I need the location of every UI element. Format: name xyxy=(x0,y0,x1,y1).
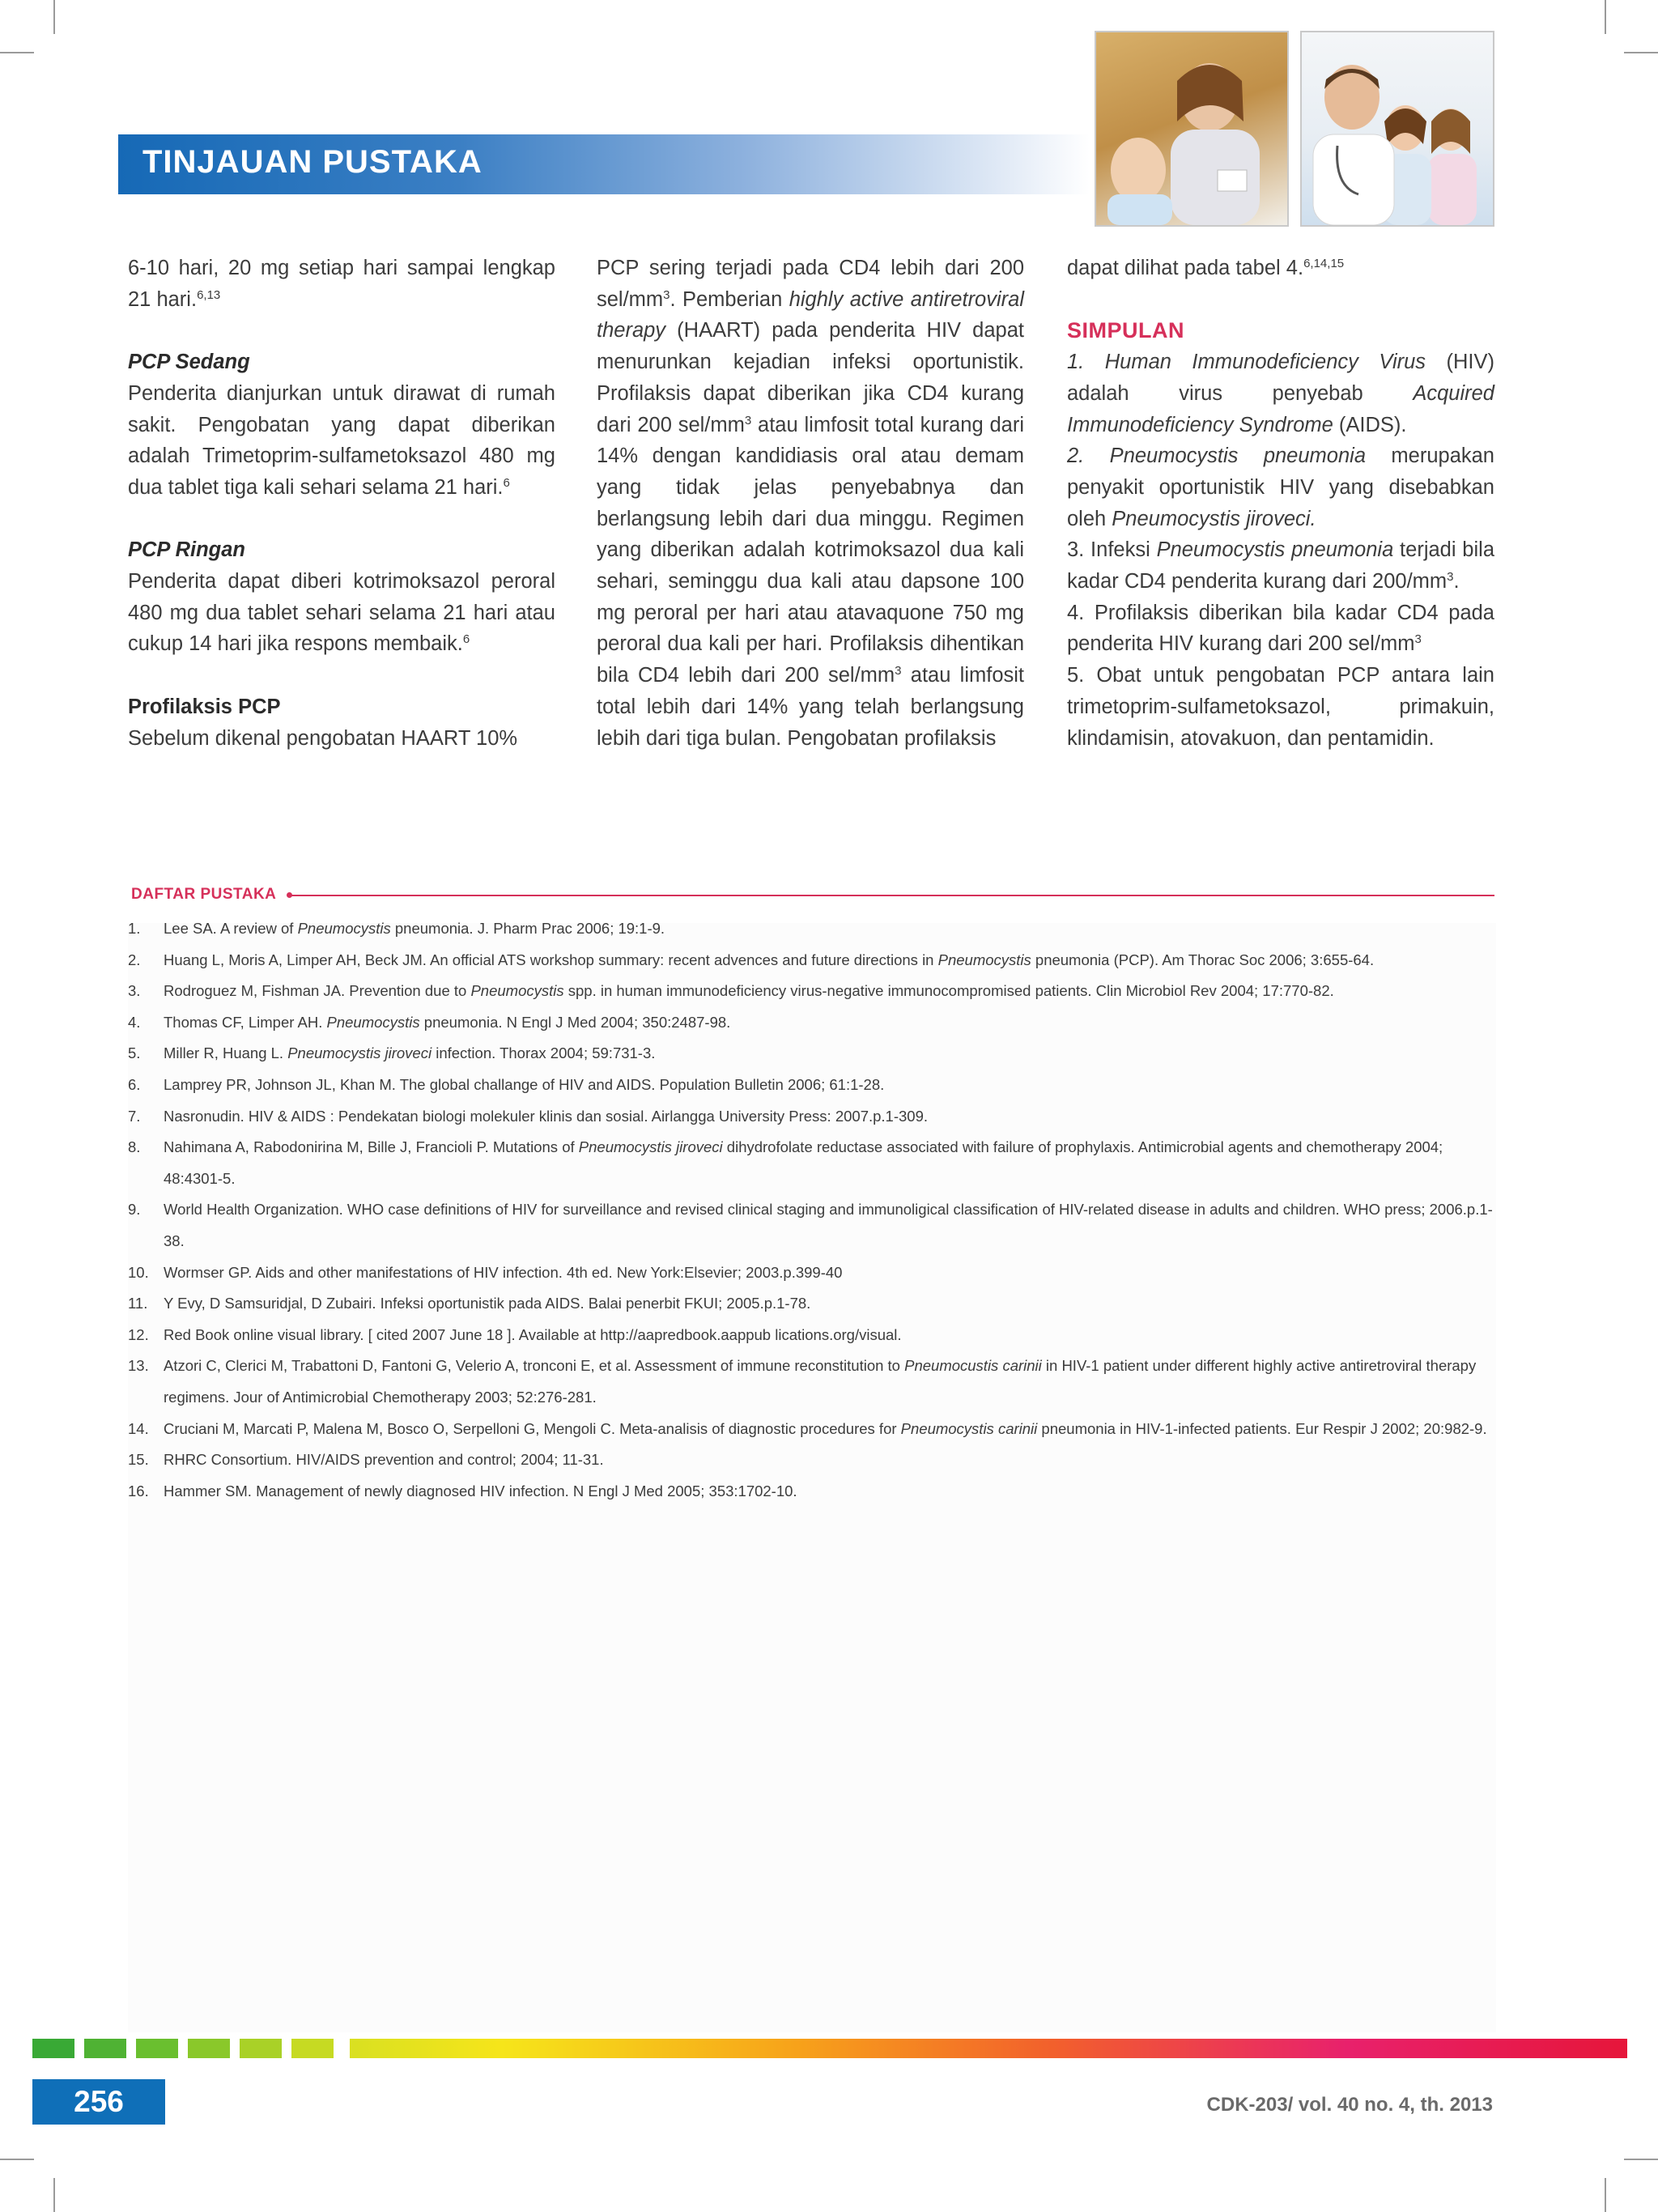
paragraph xyxy=(1067,253,1494,284)
conclusion-item xyxy=(1067,347,1494,440)
references-divider xyxy=(290,895,1494,896)
text-column-1 xyxy=(128,253,555,754)
reference-number: 13. xyxy=(128,1357,149,1375)
paragraph xyxy=(128,253,555,315)
reference-number: 16. xyxy=(128,1482,149,1499)
reference-number: 12. xyxy=(128,1325,149,1343)
reference-italic-term: Pneumocystis xyxy=(326,1013,420,1031)
citation: 6,13 xyxy=(197,287,221,302)
footer-square xyxy=(240,2039,282,2058)
crop-mark xyxy=(0,52,34,53)
reference-item xyxy=(128,1288,1496,1320)
text: 6-10 hari, 20 mg setiap hari sampai lengkap 21 hari. xyxy=(128,257,555,311)
reference-text: Lee SA. A review of xyxy=(164,920,298,937)
reference-item xyxy=(128,1414,1496,1445)
conclusion-item xyxy=(1067,534,1494,597)
reference-item xyxy=(128,1476,1496,1508)
italic-term: Acquired Immunodeficiency Syndrome xyxy=(1067,381,1494,436)
text: . Pemberian xyxy=(670,287,789,311)
reference-number: 6. xyxy=(128,1075,141,1093)
italic-term: 1. Human Immunodeficiency Virus xyxy=(1067,351,1426,374)
subsection-heading: Profilaksis PCP xyxy=(128,695,281,718)
text: 3. Infeksi xyxy=(1067,538,1157,562)
superscript: 3 xyxy=(1447,570,1454,585)
footer-square xyxy=(188,2039,230,2058)
superscript: 3 xyxy=(895,664,902,678)
footer-gradient-bar xyxy=(350,2039,1627,2058)
reference-text: spp. in human immunodeficiency virus-negative immunocompromised patients. Clin Microbiol Rev 2004; 17:770-82. xyxy=(563,982,1334,1000)
subsection-heading: PCP Ringan xyxy=(128,538,245,562)
text: . xyxy=(1453,570,1460,593)
reference-text: Huang L, Moris A, Limper AH, Beck JM. An official ATS workshop summary: recent advences and future directions in xyxy=(164,951,938,968)
paragraph xyxy=(128,566,555,660)
reference-item xyxy=(128,1257,1496,1289)
superscript: 3 xyxy=(663,287,670,302)
reference-item xyxy=(128,1194,1496,1257)
reference-item xyxy=(128,1038,1496,1070)
crop-mark xyxy=(1605,2178,1606,2212)
crop-mark xyxy=(0,2159,34,2160)
reference-number: 5. xyxy=(128,1044,141,1062)
crop-mark xyxy=(53,0,55,34)
reference-text: pneumonia in HIV-1-infected patients. Eur Respir J 2002; 20:982-9. xyxy=(1037,1419,1487,1437)
reference-item xyxy=(128,913,1496,945)
reference-item xyxy=(128,1132,1496,1194)
medical-team-photo-graphic xyxy=(1302,32,1493,225)
italic-term: Pneumocystis jiroveci. xyxy=(1112,507,1316,530)
reference-text: Wormser GP. Aids and other manifestations of HIV infection. 4th ed. New York:Elsevier; 2003.p.399-40 xyxy=(164,1263,843,1281)
reference-italic-term: Pneumocystis xyxy=(470,982,564,1000)
text: (HAART) pada penderita HIV dapat menurunkan kejadian infeksi oportunistik. Profilaksis dapat diberikan jika CD4 kurang dari 200 sel/mm xyxy=(597,319,1024,436)
italic-term: Pneumocystis pneumonia xyxy=(1156,538,1394,562)
text: terjadi bila kadar CD4 penderita kurang dari 200/mm xyxy=(1067,538,1494,593)
reference-text: Red Book online visual library. [ cited 2007 June 18 ]. Available at http://aapredbook.aappub lications.org/visual. xyxy=(164,1325,902,1343)
conclusion-item xyxy=(1067,440,1494,534)
medical-team-photo-icon xyxy=(1300,31,1494,227)
reference-text: Lamprey PR, Johnson JL, Khan M. The global challange of HIV and AIDS. Population Bulletin 2006; 61:1-28. xyxy=(164,1075,885,1093)
reference-text: pneumonia. N Engl J Med 2004; 350:2487-98. xyxy=(419,1013,731,1031)
text: dapat dilihat pada tabel 4. xyxy=(1067,257,1304,279)
reference-number: 9. xyxy=(128,1201,141,1219)
text: atau limfosit total lebih dari 14% yang telah berlangsung lebih dari tiga bulan. Pengobatan profilaksis xyxy=(597,664,1025,750)
reference-item xyxy=(128,1101,1496,1133)
reference-italic-term: Pneumocystis carinii xyxy=(900,1419,1038,1437)
reference-number: 11. xyxy=(128,1295,148,1312)
text-column-3 xyxy=(1067,253,1494,754)
references-header xyxy=(130,886,1494,905)
reference-item xyxy=(128,1070,1496,1101)
citation: 6 xyxy=(503,475,510,490)
text: Penderita dianjurkan untuk dirawat di rumah sakit. Pengobatan yang dapat diberikan adalah Trimetoprim-sulfametoksazol 480 mg dua tablet tiga kali sehari selama 21 hari. xyxy=(128,381,555,499)
conclusion-item: 5. Obat untuk pengobatan PCP antara lain trimetoprim-sulfametoksazol, primakuin, klindamisin, atovakuon, dan pentamidin. xyxy=(1067,664,1494,750)
reference-number: 3. xyxy=(128,982,141,1000)
reference-number: 7. xyxy=(128,1107,141,1125)
reference-item xyxy=(128,945,1496,976)
reference-number: 2. xyxy=(128,951,141,968)
reference-text: Cruciani M, Marcati P, Malena M, Bosco O, Serpelloni G, Mengoli C. Meta-analisis of diagnostic procedures for xyxy=(164,1419,901,1437)
text: (AIDS). xyxy=(1333,413,1407,436)
journal-citation: CDK-203/ vol. 40 no. 4, th. 2013 xyxy=(1206,2094,1493,2116)
text: 4. Profilaksis diberikan bila kadar CD4 pada penderita HIV kurang dari 200 sel/mm xyxy=(1067,601,1494,656)
superscript: 3 xyxy=(744,413,752,428)
reference-text: World Health Organization. WHO case definitions of HIV for surveillance and revised clinical staging and immunoligical classification of HIV-related disease in adults and children. WHO press; 2006.p.1-38. xyxy=(164,1201,1493,1249)
reference-item xyxy=(128,976,1496,1007)
paragraph: Sebelum dikenal pengobatan HAART 10% xyxy=(128,726,518,750)
conclusion-item xyxy=(1067,598,1494,660)
citation: 6 xyxy=(462,632,470,647)
footer-square xyxy=(291,2039,334,2058)
reference-italic-term: Pneumocystis xyxy=(937,951,1031,968)
reference-number: 8. xyxy=(128,1138,141,1156)
footer-square xyxy=(32,2039,74,2058)
reference-text: Nasronudin. HIV & AIDS : Pendekatan biologi molekuler klinis dan sosial. Airlangga University Press: 2007.p.1-309. xyxy=(164,1107,929,1125)
reference-italic-term: Pneumocustis carinii xyxy=(904,1357,1042,1375)
text: (HIV) adalah virus penyebab xyxy=(1067,351,1494,405)
reference-text: Thomas CF, Limper AH. xyxy=(164,1013,327,1031)
paragraph xyxy=(597,253,1024,754)
crop-mark xyxy=(1624,2159,1658,2160)
crop-mark xyxy=(1624,52,1658,53)
reference-item xyxy=(128,1007,1496,1039)
reference-text: Rodroguez M, Fishman JA. Prevention due to xyxy=(164,982,471,1000)
reference-item xyxy=(128,1320,1496,1351)
reference-italic-term: Pneumocystis jiroveci xyxy=(578,1138,723,1156)
reference-text: Nahimana A, Rabodonirina M, Bille J, Francioli P. Mutations of xyxy=(164,1138,579,1156)
reference-number: 14. xyxy=(128,1419,149,1437)
reference-number: 4. xyxy=(128,1013,141,1031)
text: PCP sering terjadi pada CD4 lebih dari 200 sel/mm xyxy=(597,257,1024,311)
reference-item xyxy=(128,1351,1496,1413)
nurse-child-photo-graphic xyxy=(1096,32,1287,225)
reference-text: pneumonia. J. Pharm Prac 2006; 19:1-9. xyxy=(390,920,665,937)
reference-text: in HIV-1 patient under different highly active antiretroviral therapy regimens. Jour of Antimicrobial Chemotherapy 2003; 52:276-281. xyxy=(164,1357,1477,1406)
reference-text: RHRC Consortium. HIV/AIDS prevention and control; 2004; 11-31. xyxy=(164,1451,604,1469)
reference-text: Hammer SM. Management of newly diagnosed HIV infection. N Engl J Med 2005; 353:1702-10. xyxy=(164,1482,797,1499)
reference-text: Miller R, Huang L. xyxy=(164,1044,288,1062)
reference-text: Y Evy, D Samsuridjal, D Zubairi. Infeksi oportunistik pada AIDS. Balai penerbit FKUI; 2005.p.1-78. xyxy=(164,1295,811,1312)
reference-number: 15. xyxy=(128,1451,149,1469)
reference-text: dihydrofolate reductase associated with failure of prophylaxis. Antimicrobial agents and chemotherapy 2004; 48:4301-5. xyxy=(164,1138,1443,1187)
paragraph xyxy=(128,378,555,504)
text: merupakan penyakit oportunistik HIV yang disebabkan oleh xyxy=(1067,445,1494,530)
reference-text: Atzori C, Clerici M, Trabattoni D, Fantoni G, Velerio A, tronconi E, et al. Assessment of immune reconstitution to xyxy=(164,1357,905,1375)
section-header-band xyxy=(118,134,1090,194)
footer-square xyxy=(136,2039,178,2058)
section-title: TINJAUAN PUSTAKA xyxy=(142,144,483,180)
reference-text: infection. Thorax 2004; 59:731-3. xyxy=(432,1044,656,1062)
references-title: DAFTAR PUSTAKA xyxy=(131,886,277,903)
reference-italic-term: Pneumocystis jiroveci xyxy=(287,1044,432,1062)
citation: 6,14,15 xyxy=(1303,257,1345,270)
reference-number: 1. xyxy=(128,920,141,937)
text: Penderita dapat diberi kotrimoksazol peroral 480 mg dua tablet sehari selama 21 hari atau cukup 14 hari jika respons membaik. xyxy=(128,570,555,656)
section-heading: SIMPULAN xyxy=(1067,318,1184,343)
crop-mark xyxy=(1605,0,1606,34)
reference-item xyxy=(128,1444,1496,1476)
nurse-child-photo-icon xyxy=(1095,31,1289,227)
text: atau limfosit total kurang dari 14% dengan kandidiasis oral atau demam yang tidak jelas penyebabnya dan berlangsung lebih dari dua minggu. Regimen yang diberikan adalah kotrimoksazol dua kali sehari, seminggu dua kali atau dapsone 100 mg peroral per hari atau atavaquone 750 mg peroral dua kali per hari. Profilaksis dihentikan bila CD4 lebih dari 200 sel/mm xyxy=(597,413,1024,687)
reference-number: 10. xyxy=(128,1263,149,1281)
text-column-2 xyxy=(597,253,1024,754)
italic-term: highly active antiretroviral therapy xyxy=(597,287,1024,342)
references-list xyxy=(128,913,1496,1507)
reference-text: pneumonia (PCP). Am Thorac Soc 2006; 3:655-64. xyxy=(1031,951,1375,968)
reference-italic-term: Pneumocystis xyxy=(297,920,391,937)
page-number: 256 xyxy=(32,2079,165,2125)
subsection-heading: PCP Sedang xyxy=(128,351,250,374)
crop-mark xyxy=(53,2178,55,2212)
italic-term: 2. Pneumocystis pneumonia xyxy=(1067,445,1366,468)
superscript: 3 xyxy=(1414,632,1422,647)
footer-square xyxy=(84,2039,126,2058)
